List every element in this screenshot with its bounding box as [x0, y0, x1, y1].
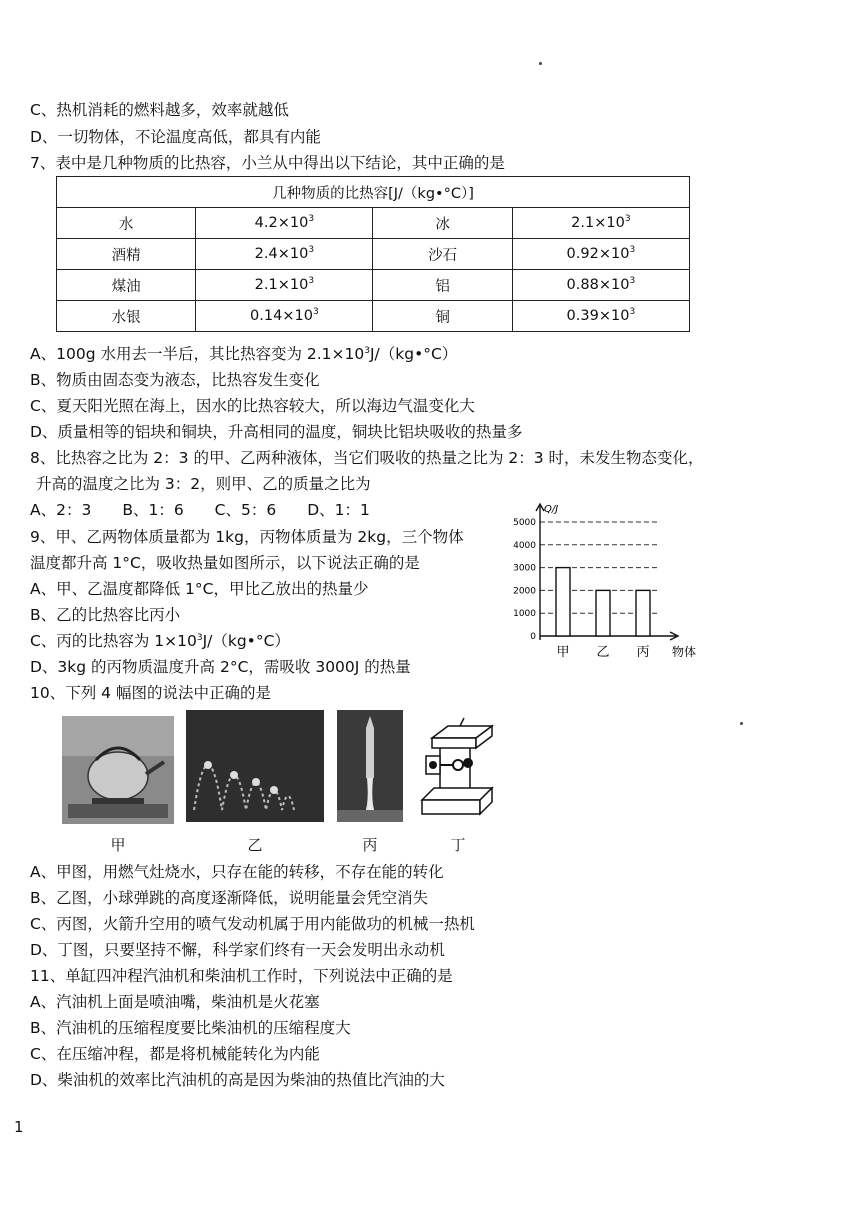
table-row: [57, 270, 690, 301]
q11-option-c: C、在压缩冲程，都是将机械能转化为内能: [30, 1045, 320, 1063]
y-tick-label: 4000: [513, 540, 536, 551]
q10-stem: 10、下列 4 幅图的说法中正确的是: [30, 684, 271, 702]
x-tick-label: 丙: [636, 645, 650, 660]
substance-name-cell: 水: [57, 208, 196, 239]
q9-option-c: C、丙的比热容为 $1\times 10^3J/(kg•^\circ C)$: [30, 632, 290, 650]
q7-stem: 7、表中是几种物质的比热容，小兰从中得出以下结论，其中正确的是: [30, 154, 505, 172]
figure-ding: [416, 716, 500, 854]
specific-heat-value-cell: $4.2\times 10^3$: [196, 208, 373, 239]
table-row: [57, 239, 690, 270]
q9-option-d: D、3kg 的丙物质温度升高 2°C，需吸收 3000J 的热量: [30, 658, 411, 676]
scan-speck: [740, 722, 743, 725]
page-number: 1: [14, 1118, 24, 1136]
q7-option-a: A、100g 水用去一半后，其比热容变为 $2.1\times 10^3J/(kg•^\circ C)$: [30, 345, 458, 363]
y-tick-label: 3000: [513, 563, 536, 574]
x-axis-label: 物体: [672, 645, 697, 659]
bouncing-ball-image: [186, 710, 324, 822]
q10-option-c: C、丙图，火箭升空用的喷气发动机属于用内能做功的机械一热机: [30, 915, 475, 933]
substance-name-cell: 水银: [57, 301, 196, 332]
q9-stem-2: 温度都升高 1°C，吸收热量如图所示，以下说法正确的是: [30, 554, 420, 572]
figure-caption: 丙: [362, 836, 378, 854]
x-tick-label: 乙: [596, 645, 610, 660]
q9-option-b: B、乙的比热容比丙小: [30, 606, 181, 624]
y-tick-label: 0: [530, 632, 536, 642]
specific-heat-value-cell: $2.1\times 10^3$: [512, 208, 689, 239]
y-tick-label: 5000: [513, 518, 536, 528]
q11-option-d: D、柴油机的效率比汽油机的高是因为柴油的热值比汽油的大: [30, 1071, 445, 1089]
specific-heat-table: [56, 176, 690, 332]
q7-option-d: D、质量相等的铝块和铜块，升高相同的温度，铜块比铝块吸收的热量多: [30, 423, 523, 441]
substance-name-cell: 酒精: [57, 239, 196, 270]
x-tick-label: 甲: [556, 645, 570, 660]
q7-option-b: B、物质由固态变为液态，比热容发生变化: [30, 371, 320, 389]
q8-stem-2: 升高的温度之比为 3：2，则甲、乙的质量之比为: [36, 475, 371, 493]
bar-乙: [596, 590, 610, 636]
perpetual-motion-machine-image: [416, 716, 500, 826]
substance-name-cell: 铝: [373, 270, 512, 301]
q11-stem: 11、单缸四冲程汽油机和柴油机工作时，下列说法中正确的是: [30, 967, 453, 985]
q9-stem-1: 9、甲、乙两物体质量都为 1kg，丙物体质量为 2kg，三个物体: [30, 528, 464, 546]
specific-heat-value-cell: $2.4\times 10^3$: [196, 239, 373, 270]
specific-heat-value-cell: $0.39\times 10^3$: [512, 301, 689, 332]
q7-option-c: C、夏天阳光照在海上，因水的比热容较大，所以海边气温变化大: [30, 397, 475, 415]
specific-heat-value-cell: $2.1\times 10^3$: [196, 270, 373, 301]
table-row: [57, 208, 690, 239]
kettle-on-stove-image: [62, 716, 174, 824]
heat-bar-chart: [500, 500, 720, 670]
y-axis-label: Q/J: [544, 504, 559, 515]
specific-heat-value-cell: $0.88\times 10^3$: [512, 270, 689, 301]
y-tick-label: 2000: [513, 586, 536, 597]
figure-jia: [62, 716, 174, 854]
rocket-launch-image: [337, 710, 403, 822]
y-tick-label: 1000: [513, 609, 536, 620]
table-title: 几种物质的比热容[J/（kg•°C）]: [57, 177, 690, 208]
q10-option-d: D、丁图，只要坚持不懈，科学家们终有一天会发明出永动机: [30, 941, 445, 959]
q9-option-a: A、甲、乙温度都降低 1°C，甲比乙放出的热量少: [30, 580, 369, 598]
q11-option-b: B、汽油机的压缩程度要比柴油机的压缩程度大: [30, 1019, 351, 1037]
substance-name-cell: 冰: [373, 208, 512, 239]
figure-caption: 甲: [110, 836, 126, 854]
q10-option-a: A、甲图，用燃气灶烧水，只存在能的转移，不存在能的转化: [30, 863, 444, 881]
figure-caption: 丁: [450, 836, 466, 854]
q11-option-a: A、汽油机上面是喷油嘴，柴油机是火花塞: [30, 993, 320, 1011]
scan-speck: [539, 62, 542, 65]
bar-甲: [556, 568, 570, 636]
substance-name-cell: 煤油: [57, 270, 196, 301]
q8-stem-1: 8、比热容之比为 2：3 的甲、乙两种液体，当它们吸收的热量之比为 2：3 时，未发生物态变化，: [30, 449, 704, 467]
q8-options: A、2：3 B、1：6 C、5：6 D、1：1: [30, 501, 370, 519]
q10-option-b: B、乙图，小球弹跳的高度逐渐降低，说明能量会凭空消失: [30, 889, 429, 907]
table-row: [57, 301, 690, 332]
substance-name-cell: 沙石: [373, 239, 512, 270]
figure-bing: [337, 710, 403, 854]
bar-丙: [636, 590, 650, 636]
specific-heat-value-cell: $0.92\times 10^3$: [512, 239, 689, 270]
specific-heat-value-cell: $0.14\times 10^3$: [196, 301, 373, 332]
substance-name-cell: 铜: [373, 301, 512, 332]
q6-option-d: D、一切物体，不论温度高低，都具有内能: [30, 128, 321, 146]
figure-yi: [186, 710, 324, 854]
figure-caption: 乙: [247, 836, 263, 854]
q6-option-c: C、热机消耗的燃料越多，效率就越低: [30, 101, 289, 119]
